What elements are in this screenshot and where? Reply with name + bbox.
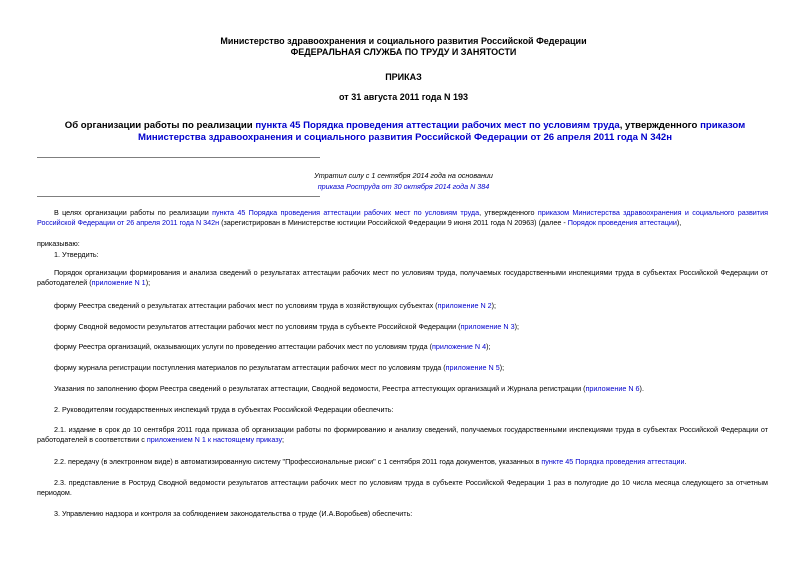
preamble-link-paragraph-45[interactable]: пункта 45 Порядка проведения аттестации рабочих мест по условиям труда xyxy=(212,208,480,217)
preamble-link-procedure[interactable]: Порядок проведения аттестации xyxy=(567,218,677,227)
divider-top xyxy=(37,157,320,158)
approve-text-3: форму Сводной ведомости результатов аттестации рабочих мест по условиям труда в субъекте Российской Федерации ( xyxy=(54,322,461,331)
item-2-1 xyxy=(37,425,768,445)
item-2-2-end: . xyxy=(684,457,687,466)
appendix-3-link[interactable]: приложение N 3 xyxy=(460,322,515,331)
appendix-6-link[interactable]: приложение N 6 xyxy=(585,384,640,393)
title-text-1: Об организации работы по реализации xyxy=(64,120,256,131)
appendix-2-link[interactable]: приложение N 2 xyxy=(437,301,492,310)
approve-item-3 xyxy=(37,322,768,332)
approve-end-5: ); xyxy=(499,363,505,372)
ministry-heading: Министерство здравоохранения и социального развития Российской Федерации xyxy=(220,36,587,46)
prikazyvayu-text: приказываю: xyxy=(37,239,80,248)
item-1: 1. Утвердить: xyxy=(54,250,99,259)
lost-force-link[interactable]: приказа Роструда от 30 октября 2014 года N 384 xyxy=(317,182,490,191)
lost-force-link-line xyxy=(0,181,807,192)
divider-bottom xyxy=(37,196,320,197)
approve-text-1: Порядок организации формирования и анализа сведений о результатах аттестации рабочих мест по условиям труда, получаемых государственными инспекциями труда в субъектах Российской Федерации от работодателей ( xyxy=(37,268,768,287)
approve-end-1: ); xyxy=(145,278,151,287)
item-2-2-text: 2.2. передачу (в электронном виде) в автоматизированную систему "Профессиональные риски" с 1 сентября 2011 года документов, указанных в xyxy=(54,457,542,466)
preamble-text-3: (зарегистрирован в Министерстве юстиции Российской Федерации 9 июня 2011 года N 20963) (далее - xyxy=(219,218,568,227)
approve-item-1 xyxy=(37,268,768,288)
approve-end-4: ); xyxy=(486,342,491,351)
approve-item-6 xyxy=(37,384,768,394)
title-link-paragraph-45[interactable]: пункта 45 Порядка проведения аттестации рабочих мест по условиям труда xyxy=(255,120,620,131)
lost-force-note: Утратил силу с 1 сентября 2014 года на основании xyxy=(314,171,493,180)
preamble-text-1: В целях организации работы по реализации xyxy=(54,208,213,217)
item-2: 2. Руководителям государственных инспекций труда в субъектах Российской Федерации обеспечить: xyxy=(54,405,394,414)
item-2-1-text: 2.1. издание в срок до 10 сентября 2011 года приказа об организации работы по формированию и анализу сведений, получаемых государственными инспекциями труда в субъектах Российской Федерации от работодателей в соответствии с xyxy=(37,425,768,444)
appendix-1-link[interactable]: приложение N 1 xyxy=(91,278,146,287)
appendix-5-link[interactable]: приложение N 5 xyxy=(445,363,500,372)
approve-item-5 xyxy=(37,363,768,373)
item-2-2 xyxy=(37,457,768,467)
title-text-2: , утвержденного xyxy=(619,120,701,131)
item-2-3: 2.3. представление в Роструд Сводной ведомости результатов аттестации рабочих мест по условиям труда в субъекте Российской Федерации 1 раз в полугодие до 10 числа месяца следующего за отчетным периодом. xyxy=(37,478,768,497)
approve-text-5: форму журнала регистрации поступления материалов по результатам аттестации рабочих мест по условиям труда ( xyxy=(54,363,446,372)
appendix-4-link[interactable]: приложение N 4 xyxy=(432,342,487,351)
approve-end-2: ); xyxy=(491,301,497,310)
doc-type-heading: ПРИКАЗ xyxy=(385,72,422,82)
approve-text-2: форму Реестра сведений о результатах аттестации рабочих мест по условиям труда в хозяйствующих субъектах ( xyxy=(54,301,438,310)
document-title xyxy=(60,120,750,144)
approve-end-3: ); xyxy=(514,322,519,331)
preamble-link-order-342n[interactable]: приказом Министерства здравоохранения и социального развития Российской Федерации от 26 апреля 2011 года N 342н xyxy=(37,208,769,227)
preamble-text-4: ), xyxy=(676,218,682,227)
date-number-heading: от 31 августа 2011 года N 193 xyxy=(339,92,468,102)
approve-text-6: Указания по заполнению форм Реестра сведений о результатах аттестации, Сводной ведомости, Реестра аттестующих организаций и Журнала регистрации ( xyxy=(54,384,586,393)
approve-item-2 xyxy=(37,301,768,311)
title-link-order-342n[interactable]: приказом Министерства здравоохранения и социального развития Российской Федерации от 26 апреля 2011 года N 342н xyxy=(137,120,746,143)
item-3: 3. Управлению надзора и контроля за соблюдением законодательства о труде (И.А.Воробьев) обеспечить: xyxy=(54,509,413,518)
preamble-paragraph xyxy=(37,208,768,228)
approve-text-4: форму Реестра организаций, оказывающих услуги по проведению аттестации рабочих мест по условиям труда ( xyxy=(54,342,432,351)
preamble-text-2: , утвержденного xyxy=(479,208,538,217)
appendix-1-reference-link[interactable]: приложением N 1 к настоящему приказу xyxy=(146,435,283,444)
approve-end-6: ). xyxy=(639,384,644,393)
paragraph-45-procedure-link[interactable]: пункте 45 Порядка проведения аттестации xyxy=(541,457,685,466)
service-heading: ФЕДЕРАЛЬНАЯ СЛУЖБА ПО ТРУДУ И ЗАНЯТОСТИ xyxy=(290,47,517,57)
approve-item-4 xyxy=(37,342,768,352)
item-2-1-end: ; xyxy=(282,435,285,444)
